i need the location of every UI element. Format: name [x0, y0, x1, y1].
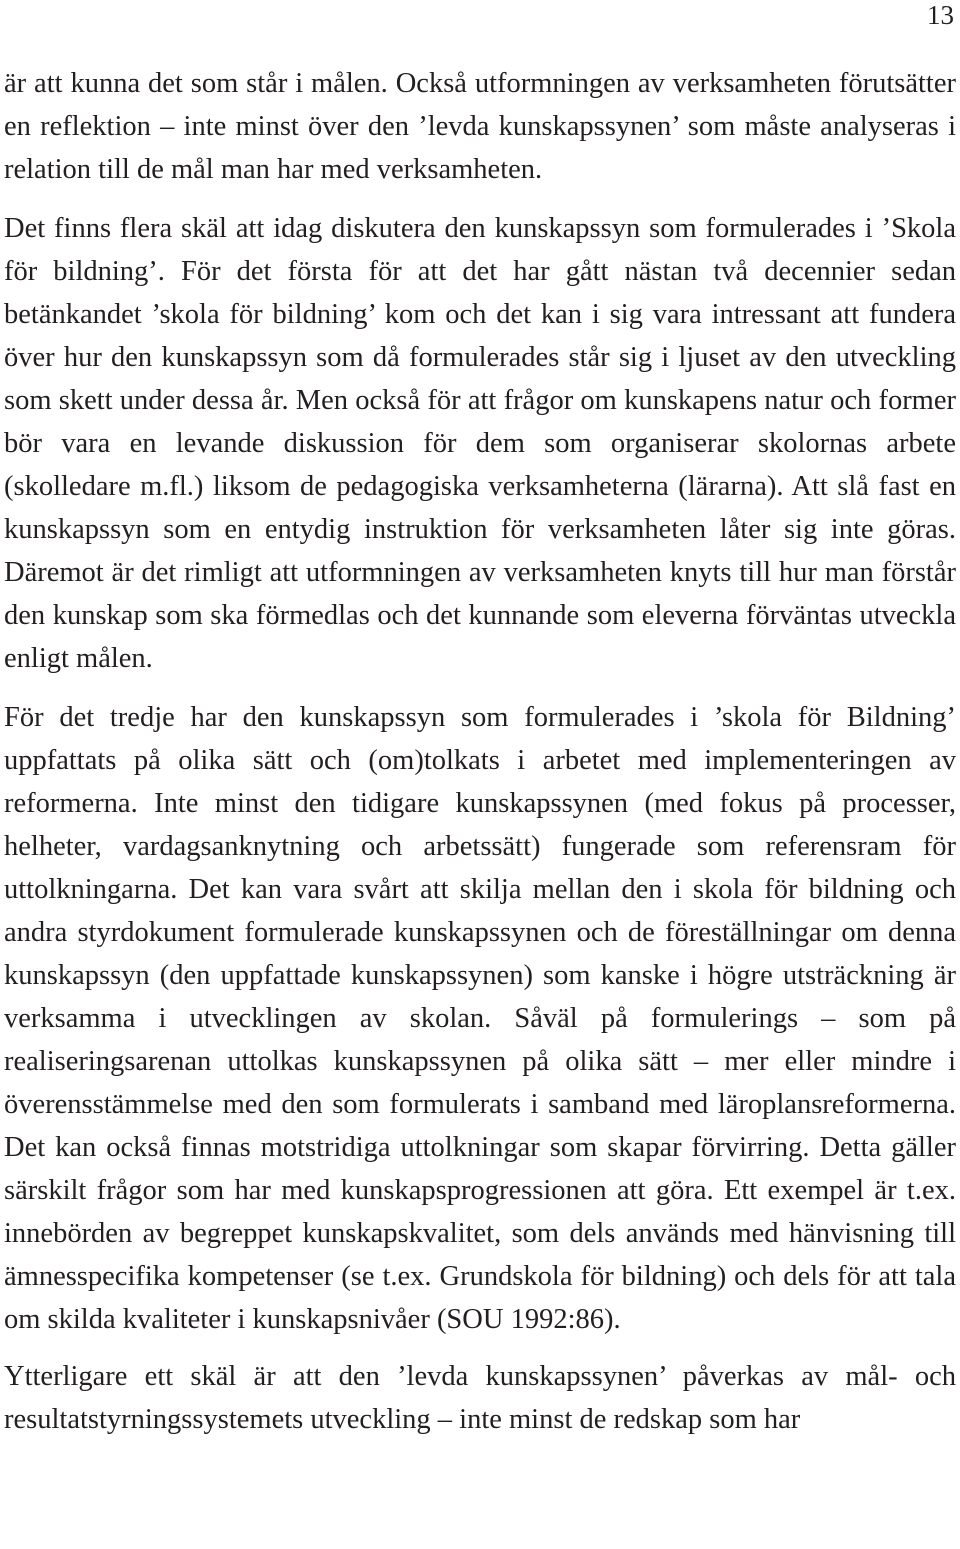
- page-number: 13: [927, 0, 954, 30]
- paragraph: är att kunna det som står i målen. Också utformningen av verksamheten förutsätter en reflektion – inte minst över den ’levda kunskapssynen’ som måste analyseras i relation till de mål man har med verksamheten.: [4, 68, 956, 185]
- paragraph: Ytterligare ett skäl är att den ’levda kunskapssynen’ påverkas av mål- och resultatstyrningssystemets utveckling – inte minst de redskap som har: [4, 1361, 956, 1435]
- paragraph: Det finns flera skäl att idag diskutera den kunskapssyn som formulerades i ’Skola för bildning’. För det första för att det har gått nästan två decennier sedan betänkandet ’skola för bildning’ kom och det kan i sig vara intressant att fundera över hur den kunskapssyn som då formulerades står sig i ljuset av den utveckling som skett under dessa år. Men också för att frågor om kunskapens natur och former bör vara en levande diskussion för dem som organiserar skolornas arbete (skolledare m.fl.) liksom de pedagogiska verksamheterna (lärarna). Att slå fast en kunskapssyn som en entydig instruktion för verksamheten låter sig inte göras. Däremot är det rimligt att utformningen av verksamheten knyts till hur man förstår den kunskap som ska förmedlas och det kunnande som eleverna förväntas utveckla enligt målen.: [4, 213, 956, 674]
- paragraph: För det tredje har den kunskapssyn som formulerades i ’skola för Bildning’ uppfattats på olika sätt och (om)tolkats i arbetet med implementeringen av reformerna. Inte minst den tidigare kunskapssynen (med fokus på processer, helheter, vardagsanknytning och arbetssätt) fungerade som referensram för uttolkningarna. Det kan vara svårt att skilja mellan den i skola för bildning och andra styrdokument formulerade kunskapssynen och de föreställningar om denna kunskapssyn (den uppfattade kunskapssynen) som kanske i högre utsträckning är verksamma i utvecklingen av skolan. Såväl på formulerings – som på realiseringsarenan uttolkas kunskapssynen på olika sätt – mer eller mindre i överensstämmelse med den som formulerats i samband med läroplansreformerna. Det kan också finnas motstridiga uttolkningar som skapar förvirring. Detta gäller särskilt frågor som har med kunskapsprogressionen att göra. Ett exempel är t.ex. innebörden av begreppet kunskapskvalitet, som dels används med hänvisning till ämnesspecifika kompetenser (se t.ex. Grundskola för bildning) och dels för att tala om skilda kvaliteter i kunskapsnivåer (SOU 1992:86).: [4, 702, 956, 1335]
- body-text: [4, 62, 956, 1441]
